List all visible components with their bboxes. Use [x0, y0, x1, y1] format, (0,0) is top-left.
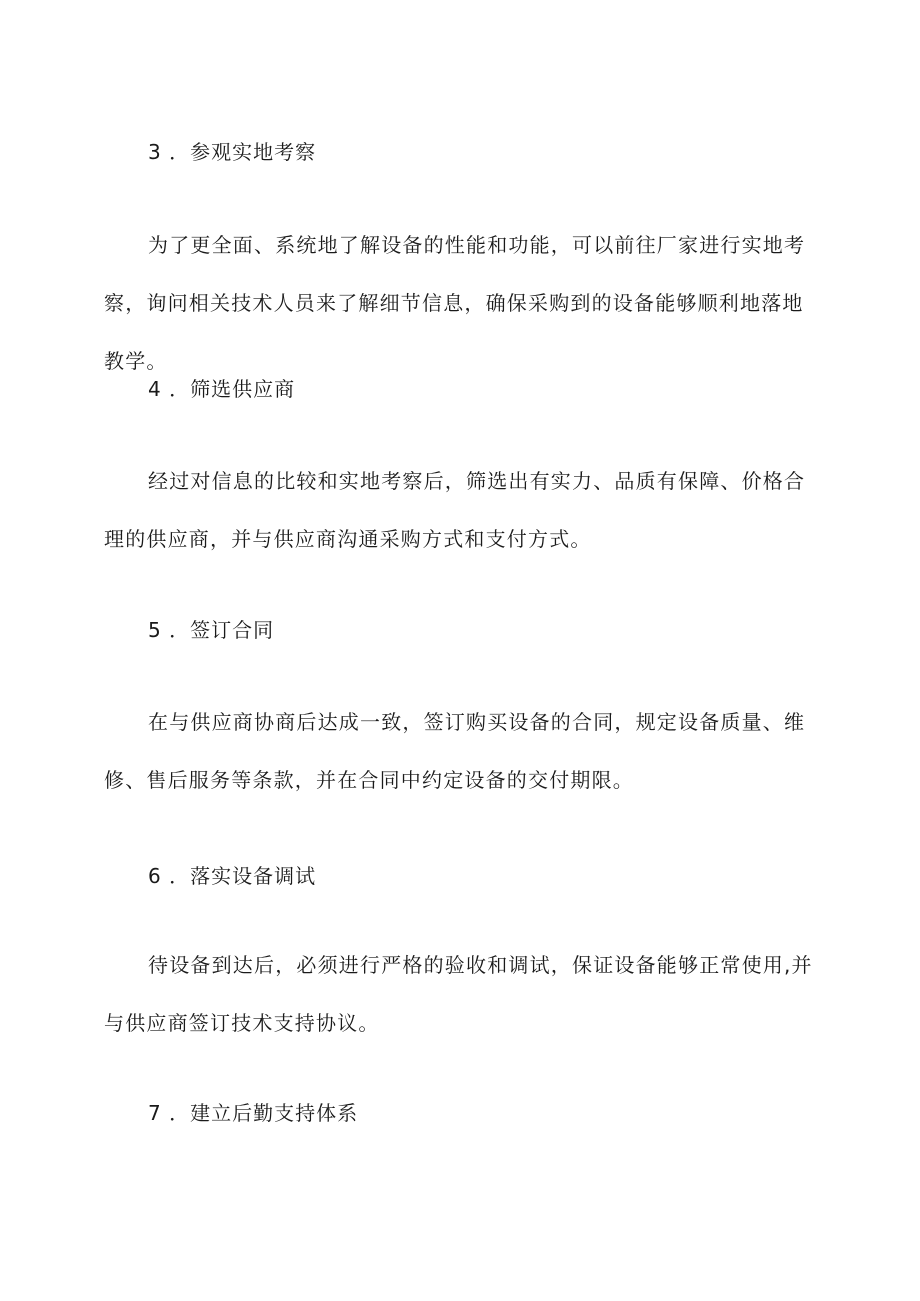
- section-heading-6: 6 ．落实设备调试: [148, 864, 317, 888]
- section-body-5: 在与供应商协商后达成一致，签订购买设备的合同，规定设备质量、维修、售后服务等条款，并在合同中约定设备的交付期限。: [104, 710, 806, 792]
- section-heading-3: 3 ．参观实地考察: [148, 140, 317, 164]
- section-body-3: 为了更全面、系统地了解设备的性能和功能，可以前往厂家进行实地考察，询问相关技术人员来了解细节信息，确保采购到的设备能够顺利地落地教学。: [104, 233, 806, 373]
- section-heading-5: 5 ．签订合同: [148, 618, 275, 642]
- section-body-4: 经过对信息的比较和实地考察后，筛选出有实力、品质有保障、价格合理的供应商，并与供应商沟通采购方式和支付方式。: [104, 469, 806, 551]
- section-heading-4: 4 ．筛选供应商: [148, 377, 296, 401]
- section-heading-7: 7 ．建立后勤支持体系: [148, 1101, 359, 1125]
- section-body-6: 待设备到达后，必须进行严格的验收和调试，保证设备能够正常使用,并与供应商签订技术支持协议。: [104, 953, 813, 1035]
